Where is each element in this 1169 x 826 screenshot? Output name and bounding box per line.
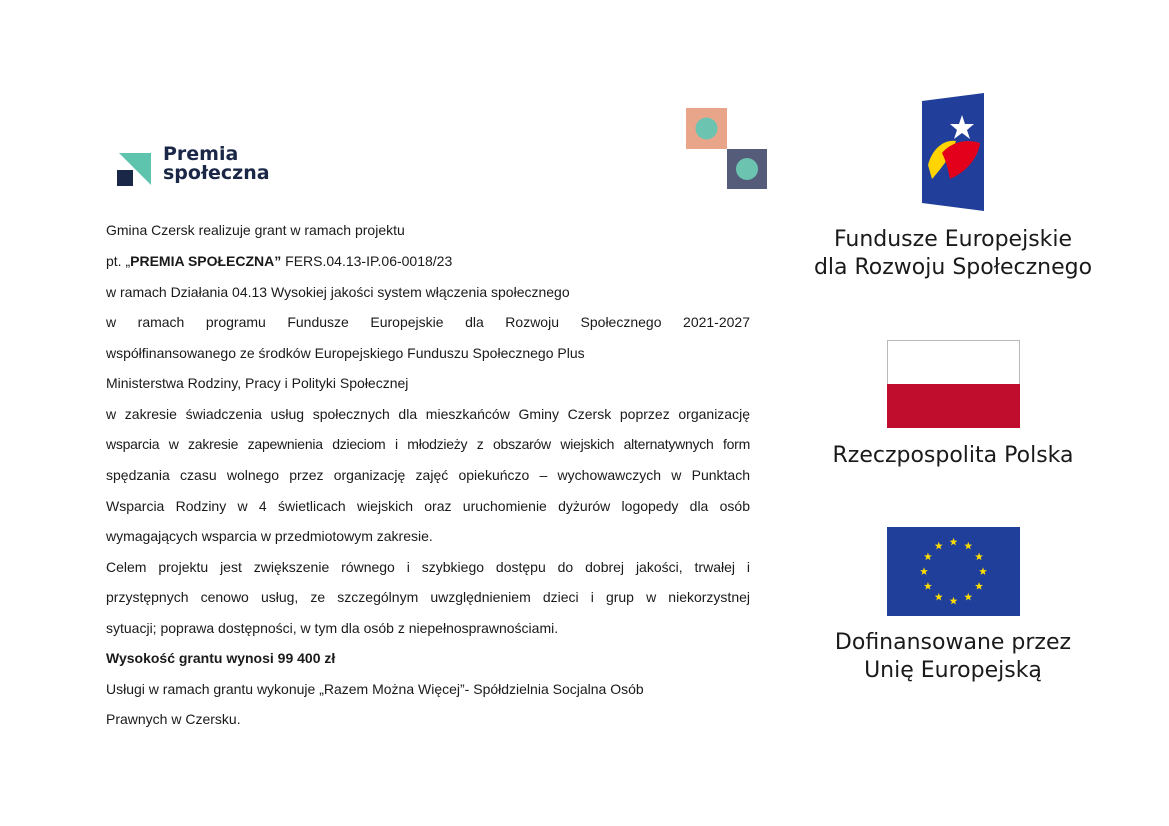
premia-logo-line1: Premia [163, 143, 239, 165]
text-line-2 [106, 251, 452, 271]
text-line-13: przystępnych cenowo usług, ze szczególnym uwzględnieniem dzieci i grup w niekorzystnej [106, 589, 750, 605]
text-line-1: Gmina Czersk realizuje grant w ramach projektu [106, 222, 405, 238]
rzeczpospolita-polska-title: Rzeczpospolita Polska [832, 443, 1074, 468]
text-line-8: wsparcia w zakresie zapewnienia dzieciom i młodzieży z obszarów wiejskich alternatywnych form [106, 436, 750, 452]
teal-circle-bottom [736, 158, 758, 180]
fe-title-line1: Fundusze Europejskie [833, 227, 1073, 252]
eu-flag-icon [887, 527, 1020, 616]
text-line-15 [106, 648, 335, 668]
premia-logo-line2: społeczna [163, 162, 270, 184]
text-line-11: wymagających wsparcia w przedmiotowym zakresie. [106, 528, 433, 544]
text-line-3: w ramach Działania 04.13 Wysokiej jakości system włączenia społecznego [106, 284, 570, 300]
text-line-9: spędzania czasu wolnego przez organizację zajęć opiekuńczo – wychowawczych w Punktach [106, 467, 750, 483]
project-number: FERS.04.13-IP.06-0018/23 [281, 253, 453, 269]
text-line-4: w ramach programu Fundusze Europejskie dla Rozwoju Społecznego 2021-2027 [106, 314, 750, 330]
line2-prefix: pt. „ [106, 253, 131, 269]
text-line-10: Wsparcia Rodziny w 4 świetlicach wiejskich oraz uruchomienie dyżurów logopedy dla osób [106, 498, 750, 514]
project-name: PREMIA SPOŁECZNA” [130, 253, 282, 269]
text-line-17: Prawnych w Czersku. [106, 711, 241, 727]
text-line-14: sytuacji; poprawa dostępności, w tym dla osób z niepełnosprawnościami. [106, 620, 559, 636]
fe-title-line2: dla Rozwoju Społecznego [813, 255, 1093, 280]
text-line-6: Ministerstwa Rodziny, Pracy i Polityki Społecznej [106, 375, 409, 391]
decorative-squares [686, 108, 768, 190]
polish-flag-icon [887, 340, 1020, 428]
text-line-12: Celem projektu jest zwiększenie równego i szybkiego dostępu do dobrej jakości, trwałej i [106, 559, 750, 575]
fundusze-europejskie-title [790, 226, 1116, 282]
premia-logo-text [163, 145, 270, 183]
premia-logo-icon [115, 149, 155, 189]
dofinansowane-przez-ue-title [790, 629, 1116, 685]
fundusze-europejskie-flag-icon [922, 93, 984, 211]
grant-amount: Wysokość grantu wynosi 99 400 zł [106, 650, 336, 666]
text-line-16: Usługi w ramach grantu wykonuje „Razem Można Więcej”- Spółdzielnia Socjalna Osób [106, 681, 644, 697]
text-line-7: w zakresie świadczenia usług społecznych dla mieszkańców Gminy Czersk poprzez organizację [106, 406, 750, 422]
teal-circle-top [696, 118, 718, 140]
eu-title-line2: Unię Europejską [864, 658, 1042, 683]
text-line-5: współfinansowanego ze środków Europejskiego Funduszu Społecznego Plus [106, 345, 585, 361]
eu-title-line1: Dofinansowane przez [834, 630, 1072, 655]
premia-spoleczna-logo [115, 145, 285, 189]
